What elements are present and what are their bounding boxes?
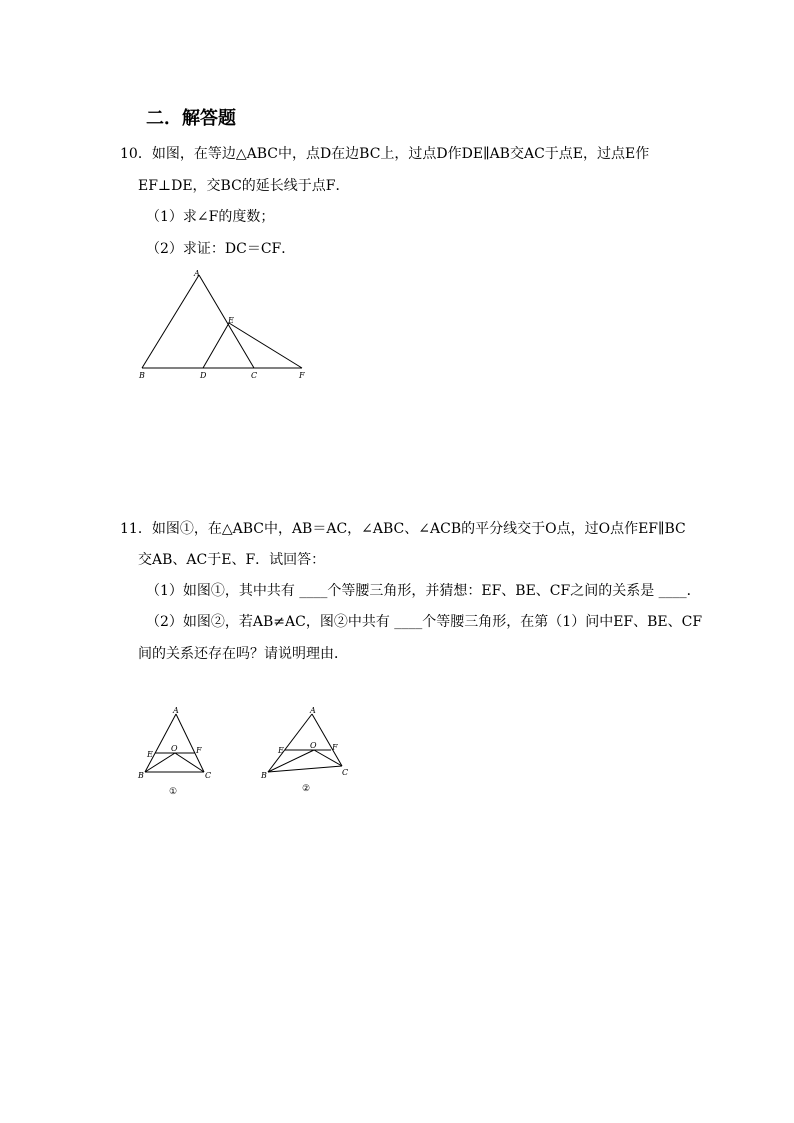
q10-label-b: B [139,371,145,380]
q11f1-label-a: A [173,706,179,715]
q11-subquestion-2: （2）如图②，若AB≠AC，图②中共有 ____个等腰三角形，在第（1）问中EF、BE、CF [146,614,703,630]
q11-subquestion-2-cont: 间的关系还存在吗？请说明理由． [138,646,348,662]
q10-segment-ef [229,323,302,368]
q10-subquestion-1: （1）求∠F的度数； [146,209,275,225]
q11-figure-1 [130,700,220,800]
q11f2-label-c: C [342,768,349,777]
q11f1-caption: ① [169,787,178,797]
q10-label-c: C [251,371,258,380]
q11f1-label-e: E [147,750,153,759]
q11f2-caption: ② [302,784,311,794]
q11-subquestion-1: （1）如图①，其中共有 ____个等腰三角形，并猜想：EF、BE、CF之间的关系是 ____． [146,583,701,599]
q11f2-segment-ab [268,714,312,772]
q11f2-label-o: O [310,741,317,750]
q11-text-line1: 11．如图①，在△ABC中，AB＝AC，∠ABC、∠ACB的平分线交于O点，过O点作EF∥BC [120,521,686,537]
q11f2-label-b: B [261,771,267,780]
q10-text-line1: 10．如图，在等边△ABC中，点D在边BC上，过点D作DE∥AB交AC于点E，过点E作 [120,146,650,162]
q11f2-label-f: F [332,743,338,752]
q10-figure [130,265,320,385]
q11-text-line2: 交AB、AC于E、F．试回答： [138,552,326,568]
q11f2-label-a: A [310,706,316,715]
q11f1-segment-ab [145,714,176,772]
q10-text-line2: EF⊥DE，交BC的延长线于点F． [138,178,350,194]
q11f2-label-e: E [278,746,284,755]
section-title: 二．解答题 [146,108,236,129]
q11-figure-2 [255,700,355,800]
q11f1-label-c: C [205,771,212,780]
q10-segment-de [203,323,229,368]
q10-label-e: E [228,316,234,325]
q11f1-label-b: B [138,771,144,780]
q11f1-label-f: F [196,746,202,755]
q10-label-f: F [299,371,305,380]
q10-segment-ac [199,275,254,368]
q11f2-segment-ac [312,714,342,766]
q10-label-d: D [200,371,207,380]
q11f1-label-o: O [171,744,178,753]
q10-subquestion-2: （2）求证：DC＝CF． [146,241,296,257]
q10-label-a: A [194,269,200,278]
q10-segment-ab [142,275,199,368]
